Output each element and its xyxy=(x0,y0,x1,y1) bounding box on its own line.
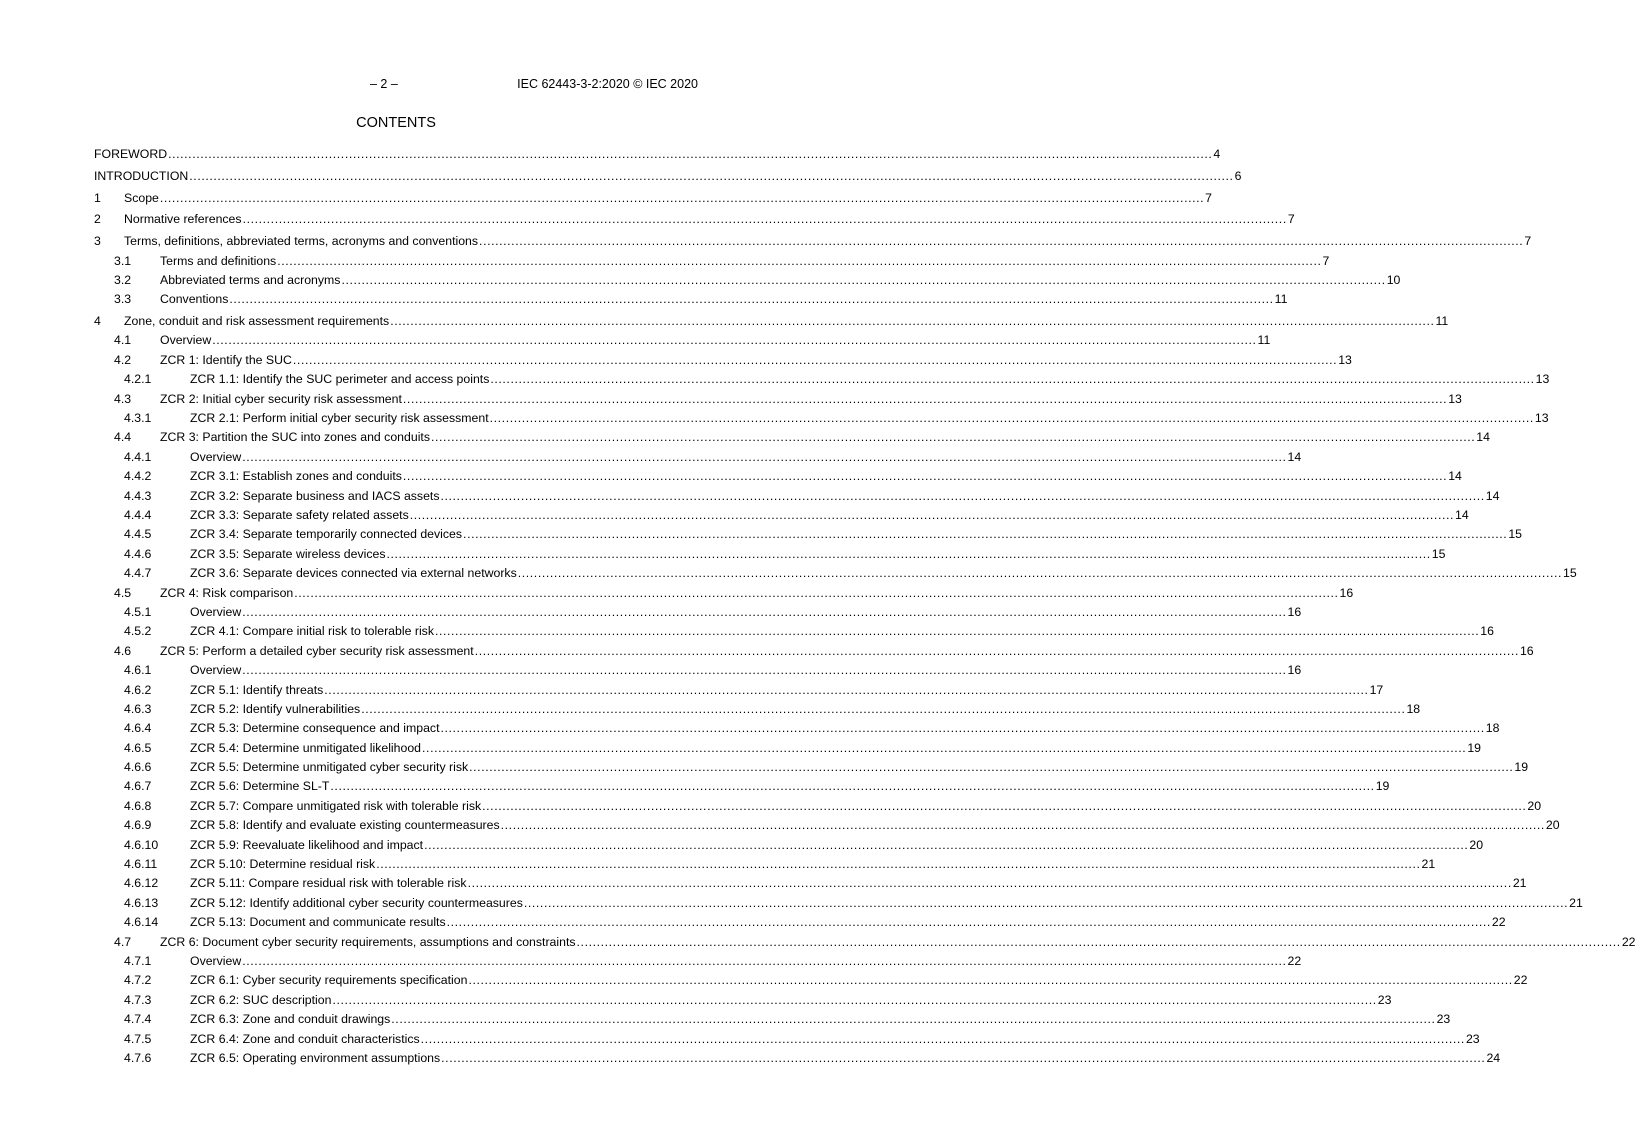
toc-entry[interactable] xyxy=(94,290,1288,309)
toc-dot-leader: .................................................................................................................................................................................................................................................................... xyxy=(242,449,1287,464)
toc-entry-number: 4.5.2 xyxy=(124,624,152,639)
toc-entry-page: 16 xyxy=(1480,624,1494,639)
toc-entry-number: 4.3.1 xyxy=(124,411,152,426)
toc-entry-page: 16 xyxy=(1287,663,1302,678)
toc-dot-leader: .................................................................................................................................................................................................................................................................... xyxy=(386,546,1431,561)
toc-entry-number: 4.7.2 xyxy=(124,973,152,988)
toc-dot-leader: .................................................................................................................................................................................................................................................................... xyxy=(440,488,1485,503)
toc-entry-title: ZCR 5.4: Determine unmitigated likelihood xyxy=(190,740,422,755)
toc-entry[interactable] xyxy=(94,370,1550,389)
toc-entry[interactable] xyxy=(94,700,1421,719)
toc-entry[interactable] xyxy=(94,271,1401,290)
toc-entry[interactable] xyxy=(94,564,1577,583)
toc-entry[interactable] xyxy=(94,584,1354,603)
toc-dot-leader: .................................................................................................................................................................................................................................................................... xyxy=(242,663,1287,678)
toc-dot-leader: .................................................................................................................................................................................................................................................................... xyxy=(469,760,1514,775)
toc-entry-number: 4.3 xyxy=(114,391,132,406)
toc-dot-leader: .................................................................................................................................................................................................................................................................... xyxy=(489,411,1534,426)
toc-entry-number: 4.6.10 xyxy=(124,837,159,852)
toc-dot-leader: .................................................................................................................................................................................................................................................................... xyxy=(434,624,1480,639)
toc-entry[interactable] xyxy=(94,409,1549,428)
toc-entry-title: ZCR 3: Partition the SUC into zones and conduits xyxy=(160,430,430,445)
toc-entry-number: 4.5 xyxy=(114,585,132,600)
toc-entry-title: ZCR 6.3: Zone and conduit drawings xyxy=(190,1012,391,1027)
toc-entry-page: 11 xyxy=(1435,314,1449,329)
toc-entry[interactable] xyxy=(94,351,1352,370)
toc-entry-page: 22 xyxy=(1491,915,1506,930)
toc-entry-page: 15 xyxy=(1431,546,1446,561)
toc-dot-leader: .................................................................................................................................................................................................................................................................... xyxy=(420,1031,1465,1046)
toc-entry-title: ZCR 3.3: Separate safety related assets xyxy=(190,507,409,522)
toc-dot-leader: .................................................................................................................................................................................................................................................................... xyxy=(324,682,1369,697)
toc-entry[interactable] xyxy=(94,622,1494,641)
toc-entry-page: 19 xyxy=(1375,779,1390,794)
toc-dot-leader: .................................................................................................................................................................................................................................................................... xyxy=(517,566,1563,581)
toc-entry[interactable] xyxy=(94,189,1212,208)
toc-entry-page: 23 xyxy=(1377,992,1392,1007)
toc-entry-title: ZCR 3.5: Separate wireless devices xyxy=(190,546,386,561)
toc-entry-page: 21 xyxy=(1512,876,1527,891)
toc-dot-leader: .................................................................................................................................................................................................................................................................... xyxy=(212,333,1257,348)
toc-entry-number: 4.4.2 xyxy=(124,469,152,484)
toc-entry-page: 13 xyxy=(1338,352,1352,367)
toc-entry-title: ZCR 4.1: Compare initial risk to tolerable risk xyxy=(190,624,434,639)
toc-entry-page: 21 xyxy=(1421,857,1436,872)
toc-entry[interactable] xyxy=(94,758,1529,777)
toc-entry-page: 14 xyxy=(1448,469,1462,484)
toc-entry-title: Overview xyxy=(190,953,242,968)
toc-entry[interactable] xyxy=(94,661,1302,680)
toc-entry-title: ZCR 5.11: Compare residual risk with tolerable risk xyxy=(190,876,467,891)
toc-entry[interactable] xyxy=(94,1049,1501,1068)
toc-entry[interactable] xyxy=(94,874,1527,893)
toc-entry-page: 20 xyxy=(1469,837,1484,852)
toc-entry-page: 13 xyxy=(1534,411,1549,426)
toc-entry-page: 4 xyxy=(1213,147,1221,161)
toc-entry-title: ZCR 6.4: Zone and conduit characteristics xyxy=(190,1031,420,1046)
toc-entry-number: 4.7.6 xyxy=(124,1050,152,1065)
toc-entry-title: Normative references xyxy=(124,212,242,227)
toc-entry-title: FOREWORD xyxy=(94,147,168,161)
toc-entry-title: ZCR 5.2: Identify vulnerabilities xyxy=(190,701,361,716)
toc-entry[interactable] xyxy=(94,232,1532,251)
toc-entry-page: 11 xyxy=(1257,333,1271,348)
toc-entry-page: 19 xyxy=(1514,760,1529,775)
toc-entry-page: 14 xyxy=(1485,488,1500,503)
toc-dot-leader: .................................................................................................................................................................................................................................................................... xyxy=(463,527,1508,542)
toc-entry[interactable] xyxy=(94,1030,1480,1049)
page-header xyxy=(94,75,698,93)
toc-dot-leader: .................................................................................................................................................................................................................................................................... xyxy=(330,779,1375,794)
toc-dot-leader: .................................................................................................................................................................................................................................................................... xyxy=(431,430,1476,445)
toc-entry-page: 10 xyxy=(1386,272,1401,287)
toc-entry-number: 4.6.9 xyxy=(124,818,152,833)
toc-entry-title: ZCR 1: Identify the SUC xyxy=(160,352,292,367)
toc-entry-title: ZCR 6: Document cyber security requirements, assumptions and constraints xyxy=(160,934,576,949)
toc-entry-number: 4.4.6 xyxy=(124,546,152,561)
toc-dot-leader: .................................................................................................................................................................................................................................................................... xyxy=(376,857,1421,872)
toc-entry-page: 17 xyxy=(1369,682,1384,697)
toc-dot-leader: .................................................................................................................................................................................................................................................................... xyxy=(159,190,1205,205)
toc-dot-leader: .................................................................................................................................................................................................................................................................... xyxy=(474,643,1519,658)
toc-entry-page: 22 xyxy=(1621,934,1636,949)
toc-entry-page: 14 xyxy=(1476,430,1490,445)
toc-entry-title: ZCR 5.13: Document and communicate results xyxy=(190,915,446,930)
toc-entry-title: ZCR 2.1: Perform initial cyber security risk assessment xyxy=(190,411,489,426)
toc-entry-page: 22 xyxy=(1513,973,1528,988)
toc-dot-leader: .................................................................................................................................................................................................................................................................... xyxy=(341,272,1386,287)
toc-entry[interactable] xyxy=(94,210,1295,229)
toc-entry-number: 4.4.7 xyxy=(124,566,152,581)
toc-entry-number: 1 xyxy=(94,190,101,205)
toc-entry-page: 14 xyxy=(1455,507,1469,522)
toc-entry-page: 24 xyxy=(1486,1050,1501,1065)
toc-entry-number: 4 xyxy=(94,314,101,329)
toc-entry[interactable] xyxy=(94,894,1583,913)
toc-entry-number: 4.6.11 xyxy=(124,857,158,872)
toc-entry[interactable] xyxy=(94,525,1523,544)
toc-entry-page: 6 xyxy=(1234,168,1242,183)
toc-entry-title: ZCR 3.4: Separate temporarily connected devices xyxy=(190,527,463,542)
toc-entry-title: ZCR 5.9: Reevaluate likelihood and impact xyxy=(190,837,424,852)
toc-entry-page: 7 xyxy=(1205,190,1212,205)
toc-entry[interactable] xyxy=(94,145,1221,164)
toc-entry-page: 16 xyxy=(1287,604,1302,619)
toc-entry-number: 4.4 xyxy=(114,430,132,445)
toc-dot-leader: .................................................................................................................................................................................................................................................................... xyxy=(242,212,1287,227)
toc-entry-title: Overview xyxy=(190,449,242,464)
toc-entry[interactable] xyxy=(94,167,1242,186)
toc-entry[interactable] xyxy=(94,719,1500,738)
toc-entry-number: 3.3 xyxy=(114,292,132,307)
toc-entry-title: ZCR 3.1: Establish zones and conduits xyxy=(190,469,402,484)
toc-entry-number: 3 xyxy=(94,234,101,249)
toc-entry-title: ZCR 6.1: Cyber security requirements specification xyxy=(190,973,468,988)
toc-entry-page: 20 xyxy=(1527,798,1542,813)
toc-entry-page: 22 xyxy=(1287,953,1302,968)
toc-entry[interactable] xyxy=(94,971,1528,990)
toc-entry-number: 4.6.4 xyxy=(124,721,152,736)
toc-entry-title: ZCR 5.6: Determine SL-T xyxy=(190,779,330,794)
toc-entry-number: 4.1 xyxy=(114,333,132,348)
toc-entry-number: 4.6.6 xyxy=(124,760,152,775)
toc-dot-leader: .................................................................................................................................................................................................................................................................... xyxy=(402,469,1448,484)
toc-dot-leader: .................................................................................................................................................................................................................................................................... xyxy=(441,1050,1486,1065)
toc-entry-title: ZCR 1.1: Identify the SUC perimeter and access points xyxy=(190,372,490,387)
toc-entry-title: Conventions xyxy=(160,292,229,307)
toc-entry-page: 20 xyxy=(1545,818,1560,833)
toc-entry-page: 13 xyxy=(1535,372,1550,387)
toc-entry-title: ZCR 5: Perform a detailed cyber security risk assessment xyxy=(160,643,474,658)
toc-dot-leader: .................................................................................................................................................................................................................................................................... xyxy=(189,168,1234,183)
toc-entry-title: ZCR 6.5: Operating environment assumptions xyxy=(190,1050,441,1065)
toc-dot-leader: .................................................................................................................................................................................................................................................................... xyxy=(424,837,1469,852)
toc-entry[interactable] xyxy=(94,603,1302,622)
toc-entry-number: 4.4.4 xyxy=(124,507,152,522)
toc-dot-leader: .................................................................................................................................................................................................................................................................... xyxy=(332,992,1377,1007)
toc-dot-leader: .................................................................................................................................................................................................................................................................... xyxy=(440,721,1485,736)
toc-entry-title: Terms and definitions xyxy=(160,253,277,268)
toc-dot-leader: .................................................................................................................................................................................................................................................................... xyxy=(446,915,1491,930)
toc-entry[interactable] xyxy=(94,642,1534,661)
toc-entry-page: 16 xyxy=(1339,585,1354,600)
toc-entry-number: 4.7.5 xyxy=(124,1031,152,1046)
toc-entry[interactable] xyxy=(94,836,1484,855)
page-number: – 2 – xyxy=(370,77,398,91)
standard-designation: IEC 62443-3-2:2020 © IEC 2020 xyxy=(517,77,698,91)
toc-entry-number: 3.1 xyxy=(114,253,132,268)
toc-entry-page: 18 xyxy=(1485,721,1500,736)
toc-entry-title: ZCR 5.7: Compare unmitigated risk with tolerable risk xyxy=(190,798,482,813)
toc-entry[interactable] xyxy=(94,506,1469,525)
toc-entry-number: 3.2 xyxy=(114,272,132,287)
toc-entry[interactable] xyxy=(94,467,1462,486)
toc-entry-title: ZCR 3.6: Separate devices connected via external networks xyxy=(190,566,517,581)
toc-entry-number: 4.6.7 xyxy=(124,779,152,794)
toc-entry-number: 4.4.1 xyxy=(124,449,152,464)
toc-entry-title: INTRODUCTION xyxy=(94,168,189,183)
toc-entry-title: ZCR 3.2: Separate business and IACS assets xyxy=(190,488,440,503)
toc-entry-number: 4.6.1 xyxy=(124,663,152,678)
toc-entry[interactable] xyxy=(94,952,1302,971)
toc-entry-title: Zone, conduit and risk assessment requirements xyxy=(124,314,390,329)
toc-dot-leader: .................................................................................................................................................................................................................................................................... xyxy=(391,1012,1436,1027)
toc-dot-leader: .................................................................................................................................................................................................................................................................... xyxy=(422,740,1467,755)
toc-entry-page: 7 xyxy=(1524,234,1532,249)
toc-entry[interactable] xyxy=(94,1010,1451,1029)
toc-entry-number: 4.7.4 xyxy=(124,1012,152,1027)
toc-dot-leader: .................................................................................................................................................................................................................................................................... xyxy=(482,798,1527,813)
toc-entry[interactable] xyxy=(94,545,1446,564)
toc-dot-leader: .................................................................................................................................................................................................................................................................... xyxy=(292,352,1338,367)
toc-entry-title: ZCR 2: Initial cyber security risk assessment xyxy=(160,391,402,406)
toc-entry-page: 15 xyxy=(1508,527,1523,542)
toc-dot-leader: .................................................................................................................................................................................................................................................................... xyxy=(490,372,1535,387)
toc-entry[interactable] xyxy=(94,681,1384,700)
toc-entry-page: 19 xyxy=(1467,740,1481,755)
toc-entry-number: 4.7.1 xyxy=(124,953,152,968)
toc-entry[interactable] xyxy=(94,739,1481,758)
toc-entry-page: 7 xyxy=(1322,253,1330,268)
toc-entry-page: 21 xyxy=(1569,895,1583,910)
toc-entry-title: ZCR 5.12: Identify additional cyber security countermeasures xyxy=(190,895,523,910)
toc-entry[interactable] xyxy=(94,312,1449,331)
toc-dot-leader: .................................................................................................................................................................................................................................................................... xyxy=(294,585,1339,600)
toc-dot-leader: .................................................................................................................................................................................................................................................................... xyxy=(576,934,1621,949)
toc-entry[interactable] xyxy=(94,855,1436,874)
toc-entry-title: Overview xyxy=(190,663,242,678)
toc-entry-title: Overview xyxy=(160,333,212,348)
toc-entry-number: 4.4.3 xyxy=(124,488,152,503)
toc-entry[interactable] xyxy=(94,487,1500,506)
toc-entry-number: 4.7.3 xyxy=(124,992,152,1007)
toc-entry[interactable] xyxy=(94,390,1462,409)
toc-entry-title: ZCR 4: Risk comparison xyxy=(160,585,294,600)
toc-entry-number: 4.6.13 xyxy=(124,895,159,910)
toc-entry-page: 7 xyxy=(1287,212,1295,227)
toc-entry-number: 4.6.14 xyxy=(124,915,159,930)
toc-entry[interactable] xyxy=(94,252,1330,271)
toc-entry-page: 14 xyxy=(1287,449,1302,464)
toc-dot-leader: .................................................................................................................................................................................................................................................................... xyxy=(168,147,1213,161)
toc-entry[interactable] xyxy=(94,777,1390,796)
toc-dot-leader: .................................................................................................................................................................................................................................................................... xyxy=(361,701,1406,716)
toc-entry-number: 4.2 xyxy=(114,352,132,367)
toc-entry-title: Scope xyxy=(124,190,159,205)
toc-entry-page: 15 xyxy=(1563,566,1577,581)
toc-entry-page: 11 xyxy=(1274,292,1288,307)
table-of-contents xyxy=(94,145,1636,1068)
toc-dot-leader: .................................................................................................................................................................................................................................................................... xyxy=(277,253,1322,268)
toc-dot-leader: .................................................................................................................................................................................................................................................................... xyxy=(390,314,1435,329)
toc-dot-leader: .................................................................................................................................................................................................................................................................... xyxy=(242,604,1287,619)
toc-entry[interactable] xyxy=(94,331,1271,350)
toc-entry-page: 18 xyxy=(1406,701,1421,716)
page-title: CONTENTS xyxy=(356,115,436,131)
toc-entry[interactable] xyxy=(94,448,1302,467)
toc-entry-title: Overview xyxy=(190,604,242,619)
toc-dot-leader: .................................................................................................................................................................................................................................................................... xyxy=(467,876,1512,891)
toc-dot-leader: .................................................................................................................................................................................................................................................................... xyxy=(229,292,1274,307)
toc-entry-title: ZCR 5.1: Identify threats xyxy=(190,682,324,697)
toc-entry-title: ZCR 6.2: SUC description xyxy=(190,992,332,1007)
toc-entry-page: 23 xyxy=(1465,1031,1480,1046)
toc-entry-number: 4.5.1 xyxy=(124,604,152,619)
toc-entry-page: 16 xyxy=(1519,643,1534,658)
toc-dot-leader: .................................................................................................................................................................................................................................................................... xyxy=(479,234,1524,249)
toc-entry[interactable] xyxy=(94,933,1636,952)
toc-entry-page: 13 xyxy=(1448,391,1462,406)
toc-dot-leader: .................................................................................................................................................................................................................................................................... xyxy=(409,507,1455,522)
toc-dot-leader: .................................................................................................................................................................................................................................................................... xyxy=(523,895,1569,910)
toc-dot-leader: .................................................................................................................................................................................................................................................................... xyxy=(402,391,1448,406)
toc-entry-number: 4.6.5 xyxy=(124,740,152,755)
toc-entry[interactable] xyxy=(94,991,1392,1010)
toc-entry[interactable] xyxy=(94,913,1506,932)
toc-dot-leader: .................................................................................................................................................................................................................................................................... xyxy=(500,818,1545,833)
toc-entry-number: 2 xyxy=(94,212,101,227)
toc-entry-title: Abbreviated terms and acronyms xyxy=(160,272,341,287)
toc-entry-number: 4.6 xyxy=(114,643,132,658)
toc-dot-leader: .................................................................................................................................................................................................................................................................... xyxy=(242,953,1287,968)
toc-entry-title: ZCR 5.5: Determine unmitigated cyber security risk xyxy=(190,760,469,775)
toc-entry-number: 4.6.8 xyxy=(124,798,152,813)
toc-entry-number: 4.6.3 xyxy=(124,701,152,716)
toc-entry-number: 4.2.1 xyxy=(124,372,152,387)
toc-entry-number: 4.6.2 xyxy=(124,682,152,697)
toc-entry-page: 23 xyxy=(1436,1012,1451,1027)
toc-entry-title: ZCR 5.10: Determine residual risk xyxy=(190,857,376,872)
toc-entry-number: 4.7 xyxy=(114,934,132,949)
toc-entry-number: 4.4.5 xyxy=(124,527,152,542)
toc-entry-title: ZCR 5.8: Identify and evaluate existing countermeasures xyxy=(190,818,500,833)
toc-entry-title: ZCR 5.3: Determine consequence and impact xyxy=(190,721,440,736)
toc-entry[interactable] xyxy=(94,816,1560,835)
toc-entry-number: 4.6.12 xyxy=(124,876,159,891)
toc-entry[interactable] xyxy=(94,428,1490,447)
toc-dot-leader: .................................................................................................................................................................................................................................................................... xyxy=(468,973,1513,988)
toc-entry[interactable] xyxy=(94,797,1542,816)
toc-entry-title: Terms, definitions, abbreviated terms, acronyms and conventions xyxy=(124,234,479,249)
